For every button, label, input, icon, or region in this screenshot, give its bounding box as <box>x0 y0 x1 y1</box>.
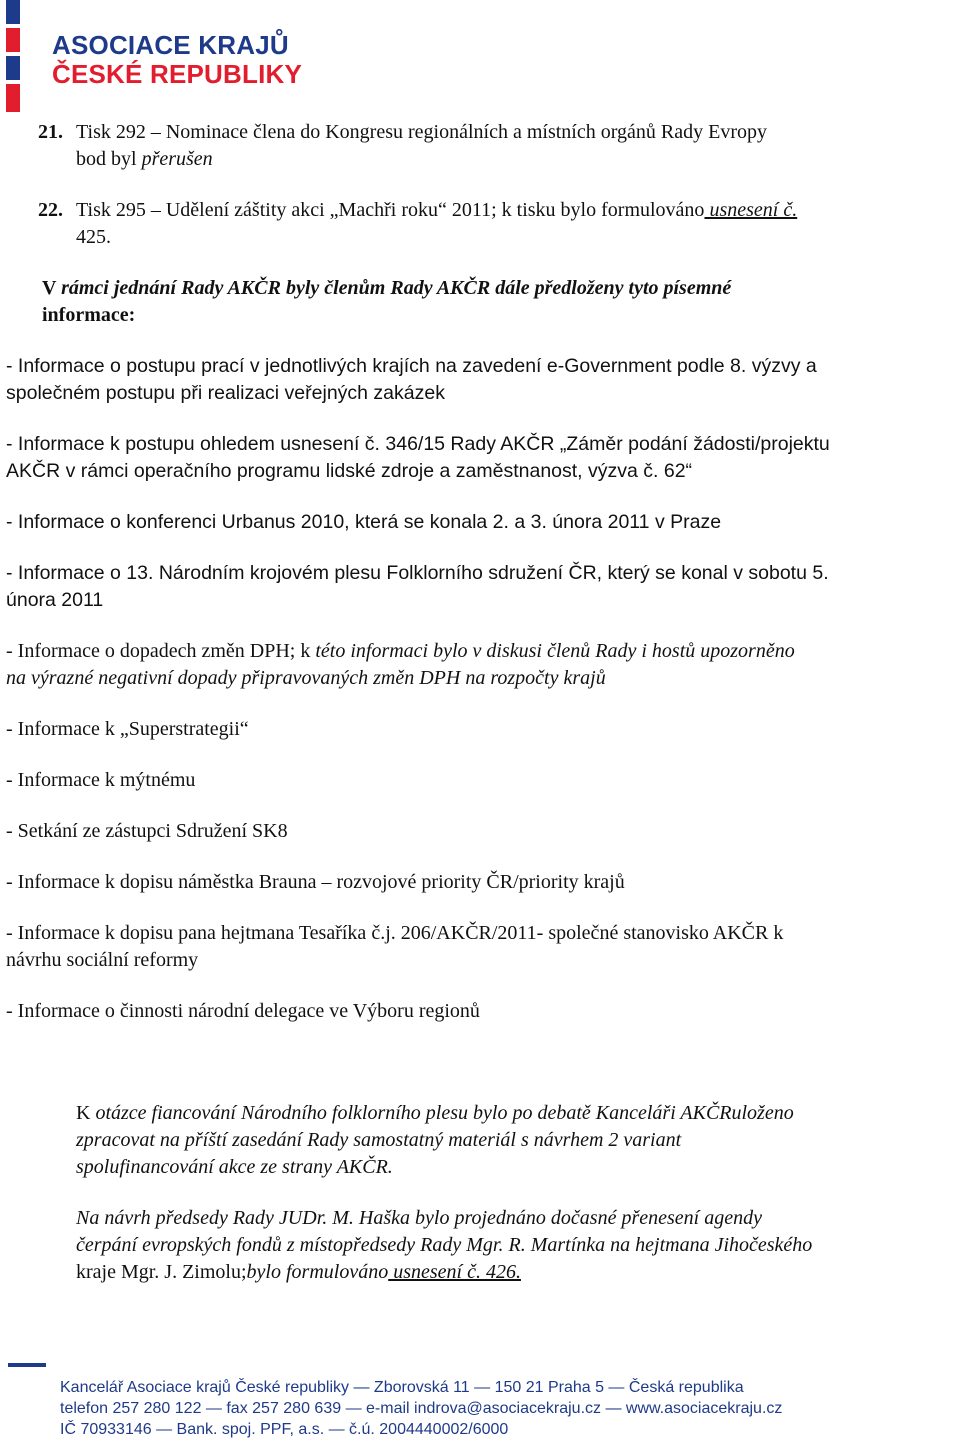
info-committee-regions: - Informace o činnosti národní delegace ve Výboru regionů <box>6 1000 480 1022</box>
info-sk8-meeting: - Setkání ze zástupci Sdružení SK8 <box>6 820 288 842</box>
ples-financing-line2: zpracovat na příští zasedání Rady samostatný materiál s návrhem 2 variant <box>76 1129 682 1151</box>
info-superstrategy: - Informace k „Superstrategii“ <box>6 718 249 740</box>
info-tesarik-letter-line1: - Informace k dopisu pana hejtmana Tesaříka č.j. 206/AKČR/2011- společné stanovisko AKČR k <box>6 922 784 944</box>
hasek-proposal-line2: čerpání evropských fondů z místopředsedy Rady Mgr. R. Martínka na hejtmana Jihočeského <box>76 1234 813 1256</box>
info-folklore-ball-line1: - Informace o 13. Národním krojovém plesu Folklorního sdružení ČR, který se konal v sobotu 5. <box>6 562 829 584</box>
item-21 <box>38 119 767 146</box>
item-21-title: Tisk 292 – Nominace člena do Kongresu regionálních a místních orgánů Rady Evropy <box>76 121 767 143</box>
ples-financing-line3: spolufinancování akce ze strany AKČR. <box>76 1156 393 1178</box>
info-toll: - Informace k mýtnému <box>6 769 196 791</box>
hasek-proposal-line1: Na návrh předsedy Rady JUDr. M. Haška bylo projednáno dočasné přenesení agendy <box>76 1207 762 1229</box>
info-folklore-ball-line2: února 2011 <box>6 589 104 611</box>
intro-line1: V rámci jednání Rady AKČR byly členům Rady AKČR dále předloženy tyto písemné <box>42 277 732 299</box>
info-resolution-346-line1: - Informace k postupu ohledem usnesení č. 346/15 Rady AKČR „Záměr podání žádosti/projektu <box>6 433 830 455</box>
info-egovernment-line1: - Informace o postupu prací v jednotlivých krajích na zavedení e-Government podle 8. výzvy a <box>6 355 817 377</box>
item-22 <box>38 197 797 224</box>
item-22-line2: 425. <box>76 226 111 248</box>
item-21-status: bod byl přerušen <box>76 148 213 170</box>
resolution-425-link[interactable]: usnesení č. <box>704 199 798 221</box>
intro-line2: informace: <box>42 304 136 326</box>
hasek-proposal-line3: kraje Mgr. J. Zimolu;bylo formulováno usnesení č. 426. <box>76 1261 521 1283</box>
info-tesarik-letter-line2: návrhu sociální reformy <box>6 949 199 971</box>
info-braun-letter: - Informace k dopisu náměstka Brauna – rozvojové priority ČR/priority krajů <box>6 871 625 893</box>
item-21-status-value: přerušen <box>141 148 213 170</box>
info-resolution-346-line2: AKČR v rámci operačního programu lidské zdroje a zaměstnanost, výzva č. 62“ <box>6 460 693 482</box>
footer-mark <box>8 1363 46 1367</box>
footer-bank: IČ 70933146 — Bank. spoj. PPF, a.s. — č.ú. 2004440002/6000 <box>60 1421 509 1438</box>
info-urbanus: - Informace o konferenci Urbanus 2010, která se konala 2. a 3. února 2011 v Praze <box>6 511 722 533</box>
ples-financing-line1: K otázce fiancování Národního folklorního plesu bylo po debatě Kanceláři AKČRuloženo <box>76 1102 794 1124</box>
logo-bars-icon <box>6 0 20 112</box>
info-egovernment-line2: společném postupu při realizaci veřejných zakázek <box>6 382 445 404</box>
item-22-title: Tisk 295 – Udělení záštity akci „Machři roku“ 2011; k tisku bylo formulováno <box>76 199 705 221</box>
footer-address: Kancelář Asociace krajů České republiky — Zborovská 11 — 150 21 Praha 5 — Česká republika <box>60 1379 744 1396</box>
info-dph-line1: - Informace o dopadech změn DPH; k této informaci bylo v diskusi členů Rady i hostů upozorněno <box>6 640 795 662</box>
logo-line2: ČESKÉ REPUBLIKY <box>52 59 303 89</box>
resolution-426-link[interactable]: usnesení č. 426. <box>388 1261 521 1283</box>
logo-line1: ASOCIACE KRAJŮ <box>52 30 289 60</box>
info-dph-line2: na výrazné negativní dopady připravovaných změn DPH na rozpočty krajů <box>6 667 606 689</box>
item-21-number: 21. <box>38 121 63 143</box>
footer-contact: telefon 257 280 122 — fax 257 280 639 — e-mail indrova@asociacekraju.cz — www.asociacekraju.cz <box>60 1400 783 1417</box>
item-22-number: 22. <box>38 199 63 221</box>
logo <box>6 0 303 118</box>
